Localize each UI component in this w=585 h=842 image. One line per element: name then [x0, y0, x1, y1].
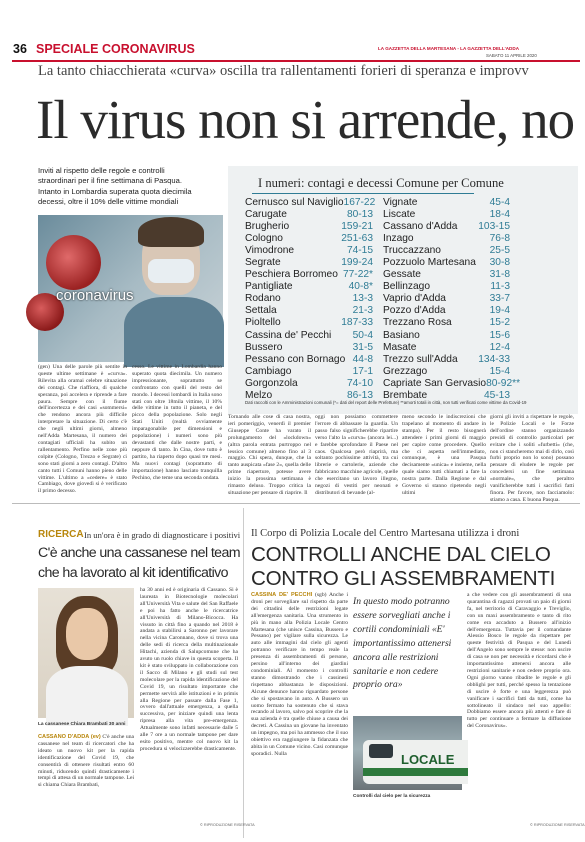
- comune-name: Pozzuolo Martesana: [383, 257, 476, 269]
- comune-name: Peschiera Borromeo: [245, 269, 338, 281]
- table-row: [245, 293, 373, 305]
- table-row: [383, 342, 510, 354]
- dateline: CASSINA DE' PECCHI: [251, 592, 313, 598]
- comune-name: Carugate: [245, 209, 287, 221]
- comune-value: 74-10: [346, 377, 373, 389]
- table-row: [383, 269, 510, 281]
- comune-value: 18-4: [489, 209, 510, 221]
- researcher-photo: [38, 588, 134, 718]
- comune-name: Pessano con Bornago: [245, 353, 346, 365]
- table-row: [383, 257, 510, 269]
- comune-name: Vaprio d'Adda: [383, 293, 446, 305]
- table-row: [245, 197, 376, 209]
- story-body-col1: [38, 734, 134, 829]
- story-body-col1: [251, 592, 348, 832]
- headline-line: CONTROLLI ANCHE DAL CIELO: [251, 543, 551, 566]
- lead-line: Inviti al rispetto delle regole e controlli: [38, 166, 165, 175]
- comune-name: Masate: [383, 341, 417, 353]
- lead-line: Intanto in Lombardia superata quota diecimila: [38, 186, 192, 196]
- story-body-col2: ha 30 anni ed è originaria di Cassano. Si è laureata in Biotecnologie molecolari all'Università Vita e salute del San Raffaele e poi ha fatto anche le ricercatrice all'Università di Milano-Bicocca. Ha vissuto in città fino a quando nel 2018 è andata a stabilirsi a Saronno per lavorare nella vicina Caronnano, dove si trova una delle sedi di ricerca della multinazionale Hitachi, azienda di Salupcomune che ha avuto un ruolo chiave in questa scoperta. Il kit è stato sviluppato in collaborazione con il Sacco di Milano e gli studi sul test molecolare per la rapida identificazione del Covid 19, un risultato importante che permette servirà alle istituzioni e in primis alla Regione per passare dalla Fase 1, ovvero dall'attuale emergenza, a quella successiva, per iniziare quindi una lenta ripresa alla vita pre-emergenza. Attualmente sono infatti necessarie dalle 5 alle 7 ore a un normale tampone per dare esito positivo, mentre col nuovo kit la procedura si velocizzerebbe drasticamente.: [140, 587, 238, 752]
- comune-name: Capriate San Gervasio: [383, 377, 487, 389]
- person-body: [46, 666, 128, 726]
- comune-value: 199-24: [341, 257, 373, 269]
- table-row: [383, 233, 510, 245]
- story-headline: C'è anche una cassanese nel team che ha lavorato al kit identificativo: [38, 545, 240, 581]
- body-column: (gen) Una delle parole più sentite in queste ultime settimane è «curva». Rilevita alla oramai celebre situazione dei contagi. Che riaffiora, di qualche speranza, poi accelera e riprende a fare paura. Sempre con il fiume dell'incertezza e dei casi «sommersi» che rendono ancora più difficile interpretare la situazione. Di certo c'è che negli ultimi giorni, almeno nell'Adda Martesana, il numero dei contagiati ufficiali ha subito un rallentamento. Perfino nelle zone più colpite (Cologno, Trezzo e Segrate) ci sono stati giorni a zero contagi. D'altro canto tutti i Comuni hanno pieno delle vittime. L'ultimo a «cedere» è stato Cambiago, dove giovedì si è verificato il primo decesso.: [38, 364, 127, 495]
- comune-value: 44-8: [352, 353, 373, 365]
- table-row: [383, 197, 510, 209]
- body-text: (sgb) Anche i droni per sorvegliare sul rispetto da parte dei cittadini delle restrizioni legate all'emergenza sanitaria. Una strumento in più in mano alla Polizia Locale Centro Martesana (che unisce Cassina, Bussero e Pessano) per vigilare sulla sicurezza. Le auto alle immagini dal cielo gli agenti potranno verificare in tempo reale la presenza di assembramenti di persone, persino all'interno dei giardini condominiali. Al momento i controlli stanno dimostrando che i cassinesi rispettano abbastanza le disposizioni. Alcune denunce hanno riguardato persone che si spostavano in auto. A Bussero un uomo fermato ha sostenuto che si stava recando al lavoro, salvo poi scoprire che la sua azienda è tra quelle chiuse a causa dei decreti. A Cassina un giovane ha inventato un impegno, ma poi ha ammesso che il suo obiettivo era raggiungere la fidanzata che abita in un Comune vicino. Casi comunque sporadici. Nulla: [251, 592, 348, 757]
- comune-name: Settala: [245, 305, 277, 317]
- table-row: [245, 366, 373, 378]
- masthead: LA GAZZETTA DELLA MARTESANA - LA GAZZETTA DELL'ADDA: [378, 46, 520, 51]
- comune-name: Truccazzano: [383, 245, 441, 257]
- comune-name: Rodano: [245, 293, 281, 305]
- comune-name: Inzago: [383, 233, 414, 245]
- comune-name: Cologno: [245, 233, 283, 245]
- story-kicker: In un'ora è in grado di diagnosticare i positivi: [84, 530, 241, 540]
- table-row: [245, 317, 373, 329]
- comune-value: 33-7: [489, 293, 510, 305]
- story-kicker-label: RICERCA: [38, 529, 84, 540]
- body-text: C'è anche una cassanese nel team di ricercatori che ha ideato un nuovo kit per la rapida identificazione del Covid 19, che consentirà di ottenere risultati entro 60 minuti, riducendo quindi drasticamente i tempi di attesa di un normale tampone. Lei si chiama Chiara Brambati,: [38, 734, 134, 789]
- car-stripe: [363, 768, 468, 776]
- table-row: [383, 221, 510, 233]
- comune-value: 50-4: [352, 329, 373, 341]
- comune-value: 12-4: [489, 341, 510, 353]
- copyright-credit: © RIPRODUZIONE RISERVATA: [200, 823, 255, 827]
- comune-name: Brugherio: [245, 221, 290, 233]
- comune-name: Basiano: [383, 329, 420, 341]
- comune-value: 187-33: [341, 317, 373, 329]
- drone-headline: [251, 543, 555, 591]
- table-row: [383, 354, 510, 366]
- police-car-photo: [353, 716, 462, 790]
- comune-name: Vimodrone: [245, 245, 295, 257]
- comune-value: 77-22*: [342, 269, 373, 281]
- comune-value: 31-5: [352, 341, 373, 353]
- dateline: CASSANO D'ADDA (ev): [38, 734, 101, 740]
- table-title: I numeri: contagi e decessi Comune per Comune: [258, 176, 504, 190]
- table-row: [245, 221, 373, 233]
- table-row: [245, 330, 373, 342]
- table-row: [383, 377, 521, 390]
- body-column: oggi non possiamo commettere l'errore di abbassare la guardia. Un passo falso significherebbe ripartire verso l'alto la «curva» (ancora lei...) e farebbe sprofondare il Paese nel caos. Qualcosa però riaprirà, ma soltanto pochissime attività, tra cui librerie e cartolerie, aziende che fabbricano macchine agricole, quelle che esercitano un lavoro illegno, negozi di vestiti per neonati e distributori di bevande (al-: [315, 414, 398, 496]
- table-row: [383, 330, 510, 342]
- lead-line: decessi, oltre il 10% delle vittime mondiali: [38, 196, 179, 206]
- comune-name: Cassano d'Adda: [383, 221, 458, 233]
- comune-name: Bellinzago: [383, 281, 431, 293]
- header-rule: [12, 60, 580, 62]
- table-row: [245, 342, 373, 354]
- comune-value: 45-13: [483, 389, 510, 401]
- stats-table-left: [245, 197, 376, 402]
- main-headline: Il virus non si arrende, no: [36, 89, 575, 150]
- comune-name: Trezzano Rosa: [383, 317, 452, 329]
- table-row: [245, 245, 373, 257]
- comune-value: 31-8: [489, 269, 510, 281]
- table-title-rule: [252, 193, 474, 194]
- main-kicker: La tanto chiacchierata «curva» oscilla tra rallentamenti forieri di speranza e improvv: [38, 63, 529, 79]
- comune-name: Liscate: [383, 209, 416, 221]
- comune-value: 103-15: [478, 221, 510, 233]
- comune-value: 30-8: [489, 257, 510, 269]
- comune-value: 167-22: [343, 197, 376, 208]
- comune-value: 17-1: [352, 365, 373, 377]
- comune-value: 80-92**: [486, 377, 521, 389]
- person-face: [66, 608, 108, 660]
- person-shoulders: [124, 297, 224, 367]
- table-row: [245, 378, 373, 390]
- car-window: [369, 744, 393, 758]
- table-row: [383, 281, 510, 293]
- comune-name: Grezzago: [383, 365, 428, 377]
- body-column: giorni gli inviti a rispettare le regole, le Polizie Locali e le Forze dell'ordine stanno organizzando presidi di controllo particolari per evitare che i soliti «furbetti» (che, non ci stancheremo mai di dirlo, così furbi proprio non lo sono) possano pensare di eludere le regole per concedersi un fine settimana «normale», che peraltro vanificherebbe tutti i sacrifici fatti finora. Per favore, non facciamolo: stiamo a casa. E buona Pasqua.: [490, 414, 574, 503]
- comune-name: Pozzo d'Adda: [383, 305, 446, 317]
- coronavirus-photo: [38, 215, 223, 362]
- comune-value: 76-8: [489, 233, 510, 245]
- table-row: [383, 366, 510, 378]
- page-number: 36: [13, 42, 27, 56]
- table-row: [383, 317, 510, 329]
- issue-date: SABATO 11 APRILE 2020: [486, 53, 537, 58]
- table-row: [245, 269, 373, 281]
- comune-name: Cassina de' Pecchi: [245, 329, 332, 341]
- comune-value: 13-3: [352, 293, 373, 305]
- comune-name: Melzo: [245, 389, 273, 401]
- stats-table-right: [383, 197, 521, 402]
- comune-value: 40-8*: [348, 281, 373, 293]
- table-row: [245, 305, 373, 317]
- table-row: [383, 293, 510, 305]
- table-row: [245, 281, 373, 293]
- comune-value: 251-63: [341, 233, 373, 245]
- car-text: LOCALE: [401, 752, 455, 767]
- comune-value: 159-21: [341, 221, 373, 233]
- comune-name: Cambiago: [245, 365, 292, 377]
- comune-name: Segrate: [245, 257, 281, 269]
- table-row: [383, 209, 510, 221]
- drone-kicker: Il Corpo di Polizia Locale del Centro Martesana utilizza i droni: [251, 528, 520, 539]
- comune-value: 45-4: [489, 197, 510, 208]
- comune-name: Pioltello: [245, 317, 281, 329]
- comune-name: Bussero: [245, 341, 283, 353]
- virus-illustration: [46, 235, 101, 290]
- comune-name: Vignate: [383, 197, 418, 208]
- body-column: meno secondo le indiscrezioni che trapelano al momento di andare in stampa). Per il resto bisognerà attendere i primi giorni di maggio per capire come procedere. Quello che ci aspetta nell'immediato, comunque, è una Pasqua decisamente «unica» e insieme, nella quale siamo tutti chiamati a fare la nostra parte. Dalla Regione e dal Governo si stanno ripetendo negli ultimi: [402, 414, 486, 496]
- comune-value: 15-6: [489, 329, 510, 341]
- section-title: SPECIALE CORONAVIRUS: [36, 42, 195, 56]
- body-column: cesso. Le vittime in Lombardia hanno superato quota diecimila. Un numero impressionante, soprattutto se confrontato con quelli del resto del mondo. I decessi lombardi in Italia sono stati con oltre 18mila vittime, il 10% delle vittime in tutto il pianeta, e del picco della popolazione. Solo negli Stati Uniti (realtà ovviamente imparagonabile per dimensioni e popolazione) i numeri sono più devastanti che dalle nostre parti, e neppure di tanto. In Cina, dove tutto è partito, ha riaperto dopo quasi tre mesi. Ma nuovi contagi (soprattutto di importazione) hanno lasciato tranquilla Pechino, che teme una seconda ondata.: [132, 364, 222, 481]
- comune-value: 25-5: [489, 245, 510, 257]
- headline-line: CONTRO GLI ASSEMBRAMENTI: [251, 567, 556, 590]
- table-row: [245, 354, 373, 366]
- comune-value: 86-13: [346, 389, 373, 401]
- photo-caption: Controlli dal cielo per la sicurezza: [353, 794, 431, 799]
- comune-value: 11-3: [490, 281, 510, 293]
- lead-line: straordinari per il fine settimana di Pasqua.: [38, 176, 182, 186]
- comune-value: 15-4: [489, 365, 510, 377]
- section-divider: [12, 503, 580, 504]
- column-divider: [243, 508, 244, 838]
- comune-name: Gessate: [383, 269, 421, 281]
- table-row: [245, 257, 373, 269]
- comune-name: Pantigliate: [245, 281, 293, 293]
- comune-name: Cernusco sul Naviglio: [245, 197, 344, 208]
- body-column: Tornando alle cose di casa nostra, ieri pomeriggio, venerdì il premier Giuseppe Conte ha varato il prolungamento del «lockdown» (altra parola entrata purtroppo nel lessico comune) almeno fino al 3 maggio. Chi spera, dunque, che la tanto auspicata «fase 2», quella delle prime riaperture, potesse avere inizio la prossima settimana è rimasto deluso. Troppo critica la situazione per pensare di riaprire. Il: [228, 414, 311, 496]
- comune-value: 74-15: [346, 245, 373, 257]
- comune-value: 134-33: [478, 353, 510, 365]
- table-row: [383, 245, 510, 257]
- table-note: Dati raccolti con le Amministrazioni comunali (*= dati del report delle Prefetture) **amorti totali in città, non tutti verificati come vittime da Covid-19: [245, 400, 527, 405]
- comune-value: 80-13: [346, 209, 373, 221]
- photo-label: coronavirus: [56, 287, 134, 304]
- comune-name: Gorgonzola: [245, 377, 298, 389]
- photo-caption: La cassanese Chiara Brambati 30 anni: [38, 722, 126, 727]
- face-mask: [148, 259, 194, 283]
- pull-quote: In questo modo potranno essere sorvegliati anche i cortili condominiali «E' importantissimo attenersi ancora alle restrizioni sanitarie e non cedere proprio ora»: [353, 596, 452, 691]
- table-row: [245, 233, 373, 245]
- person-hair: [138, 217, 204, 247]
- comune-value: 21-3: [352, 305, 373, 317]
- comune-name: Brembate: [383, 389, 428, 401]
- table-row: [383, 305, 510, 317]
- story-body-col3: a che vedere con gli assembramenti di una quarantina di ragazzi provati un paio di giorni fa, nel territorio di Caravaggio e Treviglio, con un maxi assembramento e tanto di rito come era accaduto a Bussero all'inizio dell'emergenza. Tuttavia per il comandante Alessio Bosco le regole da rispettare per queste festività di Pasqua e del Lunedì dell'Angelo sono sempre le stesse: non uscire di casa se non per necessità e ricordarsi che è importantissimo attenersi ancora alle restrizioni sanitarie e non cedere proprio ora. Ogni giorno vanno ribadite le regole e gli obblighi per tutti, perché spesso la tentazione di uscire è forte e una leggerezza può vanificare i sacrifici fatti da tutti, come ha sottolineato il sindaco nel suo appello: Dobbiamo essere ancora più attenti e fare di tutto per continuare a fermare la diffusione del Coronavirus».: [467, 592, 571, 730]
- table-row: [245, 209, 373, 221]
- copyright-credit: © RIPRODUZIONE RISERVATA: [530, 823, 585, 827]
- main-lead: [38, 166, 223, 207]
- comune-value: 19-4: [489, 305, 510, 317]
- comune-value: 15-2: [489, 317, 510, 329]
- comune-name: Trezzo sull'Adda: [383, 353, 458, 365]
